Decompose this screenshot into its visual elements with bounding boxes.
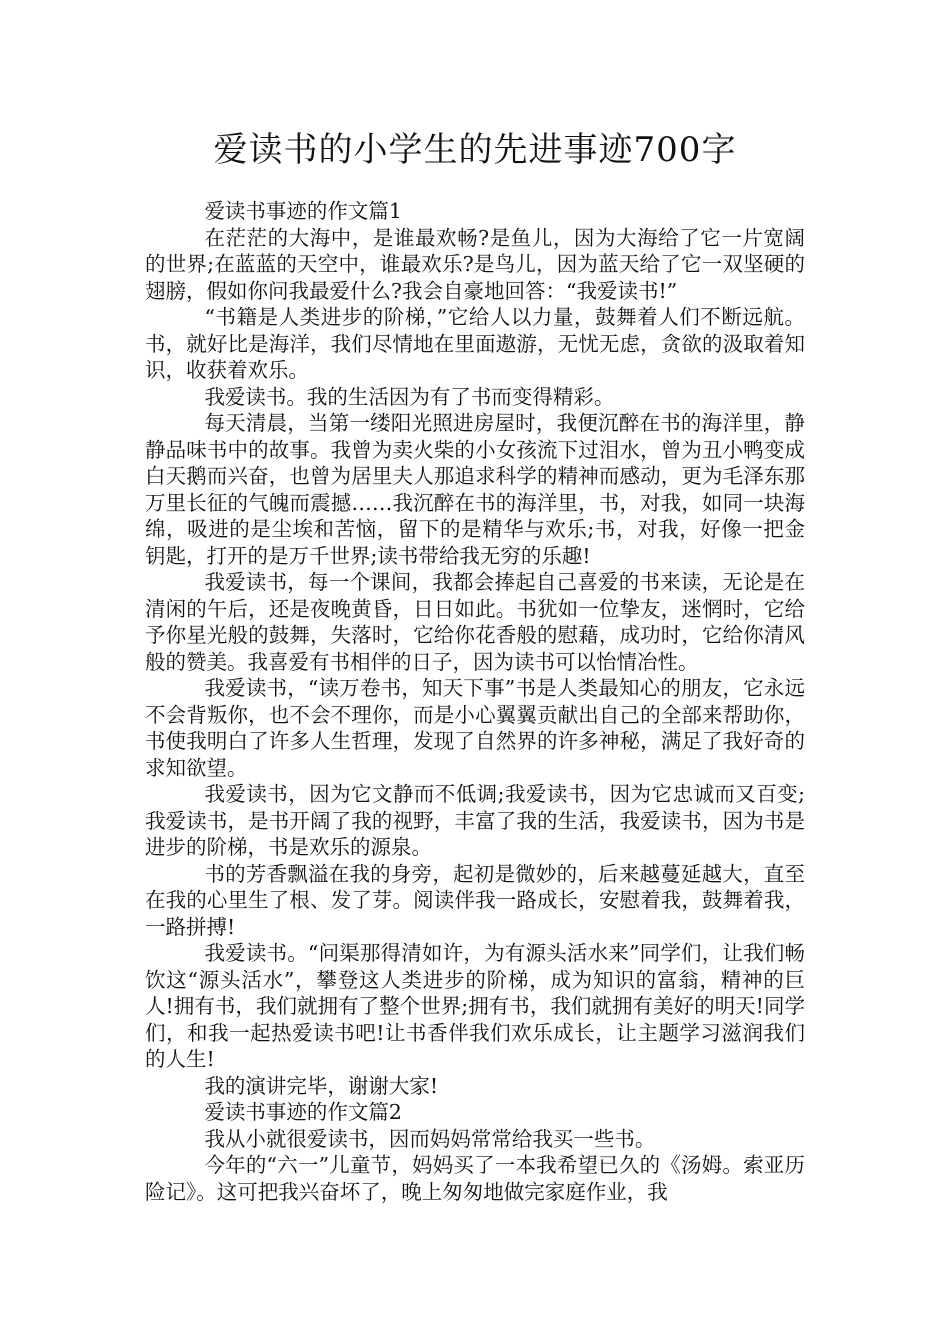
page-title: 爱读书的小学生的先进事迹700字 [213, 130, 737, 170]
paragraph: 我爱读书。我的生活因为有了书而变得精彩。 [204, 384, 615, 409]
paragraph: 我爱读书。“问渠那得清如许，为有源头活水来”同学们，让我们畅饮这“源头活水”，攀登这人类进步的阶梯，成为知识的富翁，精神的巨人!拥有书，我们就拥有了整个世界;拥有书，我们就拥有美好的明天!同学们，和我一起热爱读书吧!让书香伴我们欢乐成长，让主题学习滋润我们的人生! [145, 941, 805, 1071]
paragraph: 我爱读书，“读万卷书，知天下事”书是人类最知心的朋友，它永远不会背叛你，也不会不理你，而是小心翼翼贡献出自己的全部来帮助你，书使我明白了许多人生哲理，发现了自然界的许多神秘，满足了我好奇的求知欲望。 [145, 676, 805, 780]
paragraph: 每天清晨，当第一缕阳光照进房屋时，我便沉醉在书的海洋里，静静品味书中的故事。我曾为卖火柴的小女孩流下过泪水，曾为丑小鸭变成白天鹅而兴奋，也曾为居里夫人那追求科学的精神而感动，更为毛泽东那万里长征的气魄而震撼……我沉醉在书的海洋里，书，对我，如同一块海绵，吸进的是尘埃和苦恼，留下的是精华与欢乐;书，对我，好像一把金钥匙，打开的是万千世界;读书带给我无穷的乐趣! [145, 411, 805, 568]
paragraph: 书的芳香飘溢在我的身旁，起初是微妙的，后来越蔓延越大，直至在我的心里生了根、发了芽。阅读伴我一路成长，安慰着我，鼓舞着我，一路拼搏! [145, 861, 805, 939]
paragraph: “书籍是人类进步的阶梯，”它给人以力量，鼓舞着人们不断远航。书，就好比是海洋，我们尽情地在里面遨游，无忧无虑，贪欲的汲取着知识，收获着欢乐。 [145, 305, 805, 382]
paragraph: 今年的“六一”儿童节，妈妈买了一本我希望已久的《汤姆。索亚历险记》。这可把我兴奋坏了，晚上匆匆地做完家庭作业，我 [145, 1153, 805, 1204]
section-heading-1: 爱读书事迹的作文篇1 [204, 199, 402, 223]
document-body [145, 198, 805, 1205]
paragraph: 我爱读书，因为它文静而不低调;我爱读书，因为它忠诚而又百变;我爱读书，是书开阔了我的视野，丰富了我的生活，我爱读书，因为书是进步的阶梯，书是欢乐的源泉。 [145, 782, 805, 859]
paragraph: 我从小就很爱读书，因而妈妈常常给我买一些书。 [204, 1126, 656, 1151]
paragraph: 在茫茫的大海中，是谁最欢畅?是鱼儿，因为大海给了它一片宽阔的世界;在蓝蓝的天空中，谁最欢乐?是鸟儿，因为蓝天给了它一双坚硬的翅膀，假如你问我最爱什么?我会自豪地回答：“我爱读书!” [145, 225, 805, 303]
paragraph: 我的演讲完毕，谢谢大家! [204, 1073, 439, 1098]
section-heading-2: 爱读书事迹的作文篇2 [204, 1100, 402, 1124]
paragraph: 我爱读书，每一个课间，我都会捧起自己喜爱的书来读，无论是在清闲的午后，还是夜晚黄昏，日日如此。书犹如一位挚友，迷惘时，它给予你星光般的鼓舞，失落时，它给你花香般的慰藉，成功时，它给你清风般的赞美。我喜爱有书相伴的日子，因为读书可以怡情冶性。 [145, 570, 805, 674]
